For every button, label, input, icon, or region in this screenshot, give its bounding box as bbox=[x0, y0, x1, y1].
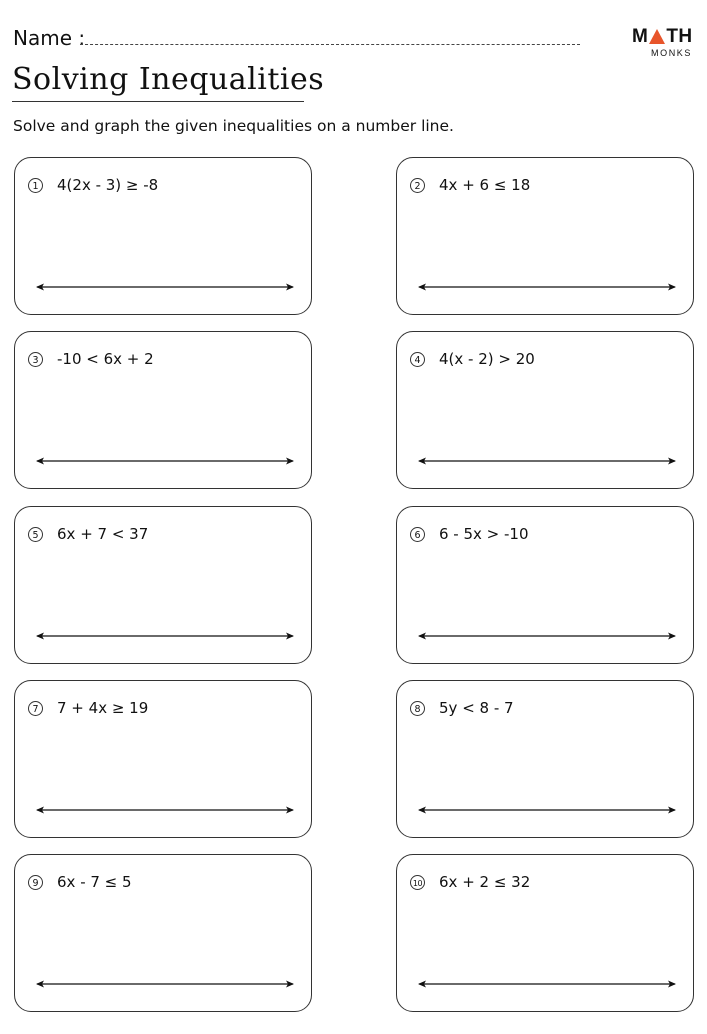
problem-number: 4 bbox=[410, 352, 425, 367]
problem-card bbox=[14, 506, 312, 664]
title-underline bbox=[12, 101, 304, 102]
problem-card bbox=[396, 506, 694, 664]
problem-number: 5 bbox=[28, 527, 43, 542]
number-line-arrow[interactable] bbox=[417, 282, 677, 292]
problem-card bbox=[14, 157, 312, 315]
problem-expression: 5y < 8 - 7 bbox=[439, 699, 514, 717]
logo-text-left: M bbox=[632, 26, 649, 47]
number-line-arrow[interactable] bbox=[35, 282, 295, 292]
number-line-arrow[interactable] bbox=[35, 631, 295, 641]
problem-expression: 4(2x - 3) ≥ -8 bbox=[57, 176, 159, 194]
number-line-arrow[interactable] bbox=[35, 979, 295, 989]
problem-expression: 6x + 7 < 37 bbox=[57, 525, 149, 543]
number-line-arrow[interactable] bbox=[417, 805, 677, 815]
triangle-icon bbox=[649, 29, 665, 44]
problem-card bbox=[14, 331, 312, 489]
problem-expression: 6 - 5x > -10 bbox=[439, 525, 529, 543]
problem-expression: 6x + 2 ≤ 32 bbox=[439, 873, 531, 891]
problem-number: 2 bbox=[410, 178, 425, 193]
name-label: Name : bbox=[13, 26, 86, 50]
problem-card bbox=[396, 157, 694, 315]
number-line-arrow[interactable] bbox=[417, 631, 677, 641]
problem-number: 8 bbox=[410, 701, 425, 716]
problem-expression: -10 < 6x + 2 bbox=[57, 350, 154, 368]
number-line-arrow[interactable] bbox=[417, 979, 677, 989]
instructions: Solve and graph the given inequalities on a number line. bbox=[13, 117, 454, 135]
name-field[interactable] bbox=[80, 44, 580, 45]
problem-number: 3 bbox=[28, 352, 43, 367]
problem-number: 10 bbox=[410, 875, 425, 890]
problem-number: 1 bbox=[28, 178, 43, 193]
problem-number: 6 bbox=[410, 527, 425, 542]
problem-card bbox=[14, 854, 312, 1012]
page-title: Solving Inequalities bbox=[12, 62, 325, 97]
problem-number: 9 bbox=[28, 875, 43, 890]
number-line-arrow[interactable] bbox=[35, 805, 295, 815]
problem-expression: 4(x - 2) > 20 bbox=[439, 350, 535, 368]
math-monks-logo bbox=[632, 27, 698, 61]
problem-card bbox=[14, 680, 312, 838]
problem-number: 7 bbox=[28, 701, 43, 716]
problem-card bbox=[396, 680, 694, 838]
problem-expression: 7 + 4x ≥ 19 bbox=[57, 699, 149, 717]
logo-subtext: MONKS bbox=[651, 48, 693, 58]
problem-card bbox=[396, 331, 694, 489]
number-line-arrow[interactable] bbox=[417, 456, 677, 466]
logo-text-right: TH bbox=[666, 26, 693, 47]
number-line-arrow[interactable] bbox=[35, 456, 295, 466]
problem-expression: 4x + 6 ≤ 18 bbox=[439, 176, 531, 194]
problem-expression: 6x - 7 ≤ 5 bbox=[57, 873, 132, 891]
problem-card bbox=[396, 854, 694, 1012]
